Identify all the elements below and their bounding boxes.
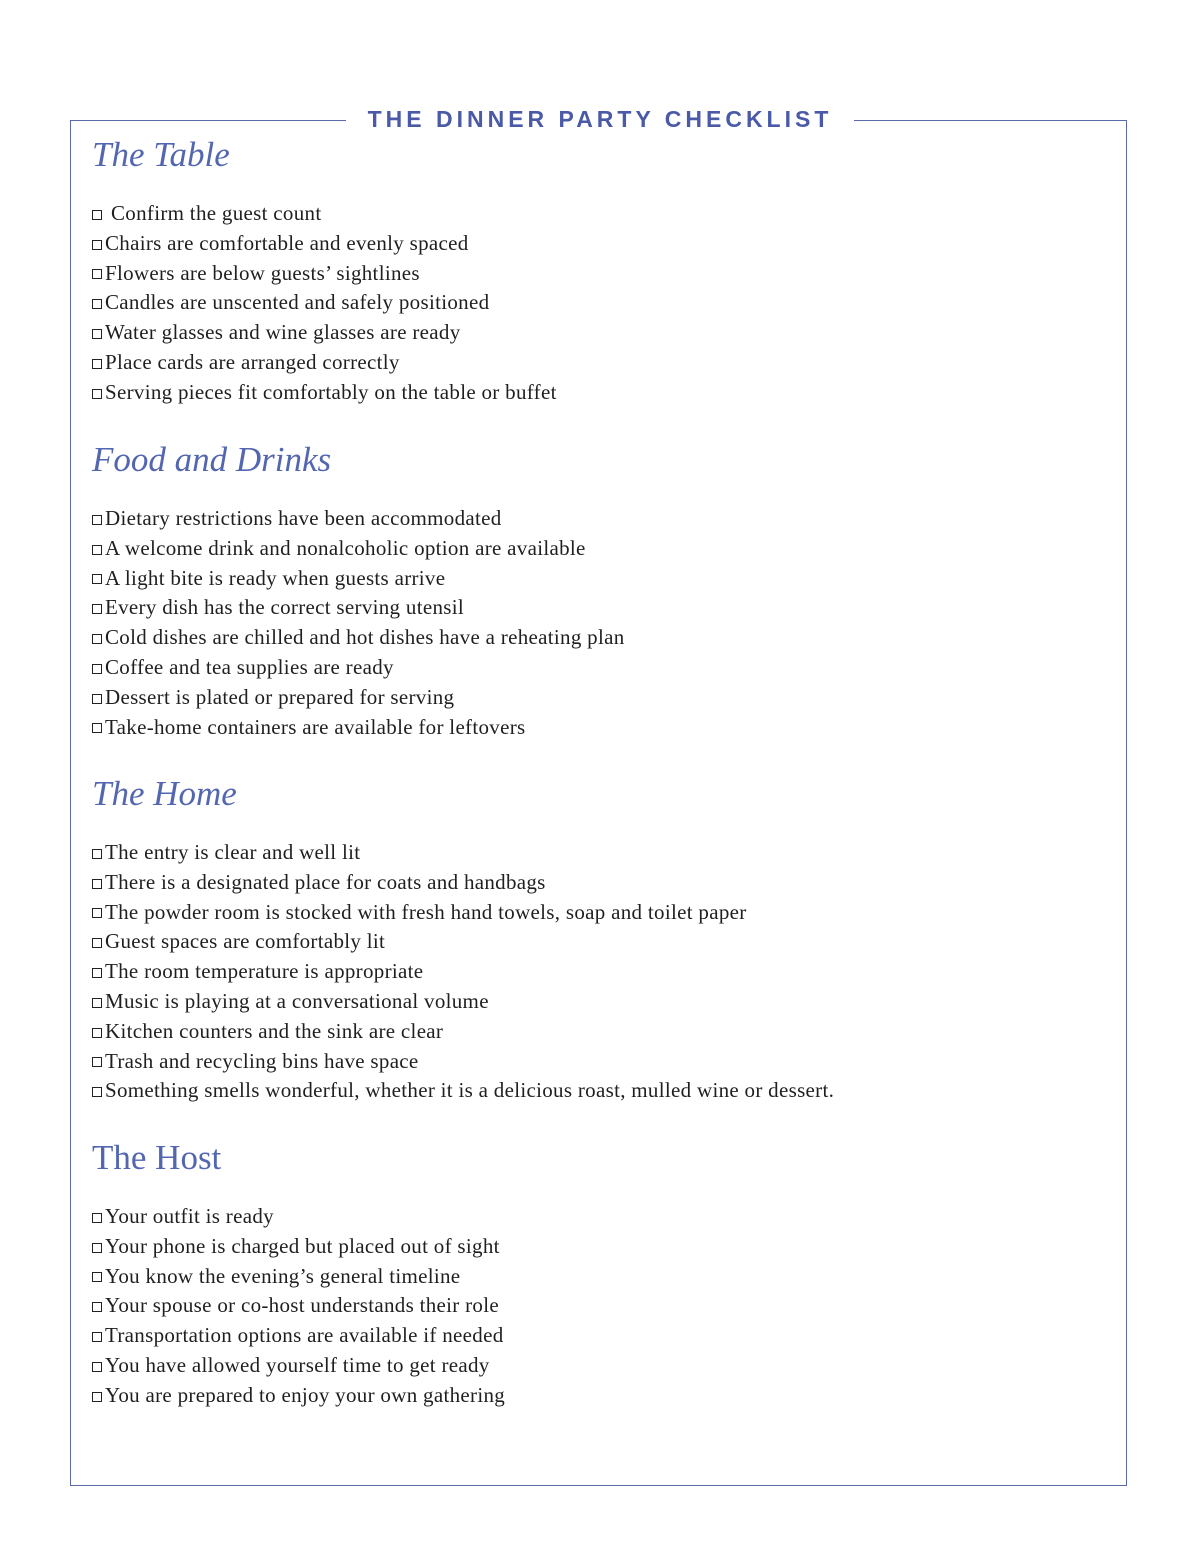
checklist-item	[92, 683, 625, 713]
section-food-and-drinks	[92, 440, 625, 742]
checklist-item	[92, 653, 625, 683]
checkbox-icon[interactable]	[92, 1057, 102, 1067]
checklist-item	[92, 199, 557, 229]
checkbox-icon[interactable]	[92, 694, 102, 704]
checklist-item	[92, 378, 557, 408]
checklist-item-label: You are prepared to enjoy your own gathering	[105, 1382, 506, 1407]
checklist-item	[92, 1202, 505, 1232]
checklist-item	[92, 229, 557, 259]
section-the-host	[92, 1138, 505, 1411]
checkbox-icon[interactable]	[92, 938, 102, 948]
checklist-item-label: Cold dishes are chilled and hot dishes have a reheating plan	[105, 625, 625, 650]
page-title: THE DINNER PARTY CHECKLIST	[346, 102, 855, 136]
checklist-item-label: Your outfit is ready	[105, 1204, 274, 1228]
checklist-item-label: Water glasses and wine glasses are ready	[105, 320, 461, 345]
checklist-item-label: Take-home containers are available for leftovers	[105, 714, 526, 739]
checklist-item	[92, 623, 625, 653]
checkbox-icon[interactable]	[92, 998, 102, 1008]
checkbox-icon[interactable]	[92, 634, 102, 644]
checklist-item	[92, 898, 834, 928]
checklist-item-label: Confirm the guest count	[111, 201, 322, 225]
checkbox-icon[interactable]	[92, 968, 102, 978]
checklist-item	[92, 927, 834, 957]
section-the-table	[92, 135, 557, 408]
checklist-item-label: You know the evening’s general timeline	[105, 1263, 461, 1288]
checklist-item	[92, 957, 834, 987]
checklist-item-label: Kitchen counters and the sink are clear	[105, 1018, 444, 1043]
checkbox-icon[interactable]	[92, 359, 102, 369]
checklist-item	[92, 1351, 505, 1381]
checkbox-icon[interactable]	[92, 574, 102, 584]
checkbox-icon[interactable]	[92, 1272, 102, 1282]
checklist-item-label: Your phone is charged but placed out of sight	[105, 1233, 500, 1258]
checklist-item-label: Candles are unscented and safely positioned	[105, 290, 490, 315]
checklist-item-label: Serving pieces fit comfortably on the table or buffet	[105, 379, 557, 404]
checkbox-icon[interactable]	[92, 515, 102, 525]
checklist-item-label: Something smells wonderful, whether it is a delicious roast, mulled wine or dessert.	[105, 1078, 835, 1103]
section-heading: The Host	[92, 1138, 222, 1177]
checklist-item	[92, 1047, 834, 1077]
checklist-item	[92, 288, 557, 318]
checklist-item-label: Coffee and tea supplies are ready	[105, 654, 394, 679]
checklist-item	[92, 348, 557, 378]
checklist-item-label: Guest spaces are comfortably lit	[105, 929, 386, 954]
checklist-item-label: The entry is clear and well lit	[105, 840, 361, 864]
checklist-item-label: A welcome drink and nonalcoholic option are available	[105, 535, 586, 560]
section-the-home	[92, 774, 834, 1106]
checklist-item	[92, 1381, 505, 1411]
checkbox-icon[interactable]	[92, 664, 102, 674]
checklist-item	[92, 1321, 505, 1351]
checkbox-icon[interactable]	[92, 210, 102, 220]
checklist-item-label: A light bite is ready when guests arrive	[105, 565, 446, 590]
checklist-item-label: The powder room is stocked with fresh hand towels, soap and toilet paper	[105, 899, 747, 924]
checklist-item	[92, 838, 834, 868]
checklist-item	[92, 1017, 834, 1047]
checklist-item	[92, 318, 557, 348]
checkbox-icon[interactable]	[92, 908, 102, 918]
checklist-item	[92, 593, 625, 623]
checklist-item	[92, 259, 557, 289]
checkbox-icon[interactable]	[92, 389, 102, 399]
checkbox-icon[interactable]	[92, 1243, 102, 1253]
checkbox-icon[interactable]	[92, 879, 102, 889]
checklist-item-label: The room temperature is appropriate	[105, 959, 424, 984]
checkbox-icon[interactable]	[92, 240, 102, 250]
checkbox-icon[interactable]	[92, 545, 102, 555]
checkbox-icon[interactable]	[92, 1213, 102, 1223]
checklist-item-label: Flowers are below guests’ sightlines	[105, 260, 420, 285]
checkbox-icon[interactable]	[92, 849, 102, 859]
checklist-item-label: Every dish has the correct serving utensil	[105, 595, 464, 620]
checkbox-icon[interactable]	[92, 723, 102, 733]
checklist-item-label: Trash and recycling bins have space	[105, 1048, 419, 1073]
checkbox-icon[interactable]	[92, 1028, 102, 1038]
checkbox-icon[interactable]	[92, 1392, 102, 1402]
checklist-item	[92, 1076, 834, 1106]
checkbox-icon[interactable]	[92, 329, 102, 339]
checkbox-icon[interactable]	[92, 1362, 102, 1372]
checklist-item	[92, 1262, 505, 1292]
checkbox-icon[interactable]	[92, 299, 102, 309]
checklist-item	[92, 534, 625, 564]
checklist-item-label: Dessert is plated or prepared for serving	[105, 684, 455, 709]
section-heading: Food and Drinks	[92, 440, 332, 479]
checklist-item-label: Your spouse or co-host understands their role	[105, 1293, 499, 1318]
checklist-item	[92, 868, 834, 898]
checklist-item	[92, 1291, 505, 1321]
checklist-item-label: Transportation options are available if needed	[105, 1323, 504, 1348]
checkbox-icon[interactable]	[92, 1332, 102, 1342]
checklist-item	[92, 504, 625, 534]
checklist-item-label: Chairs are comfortable and evenly spaced	[105, 230, 469, 255]
section-heading: The Table	[92, 135, 230, 174]
checklist-item	[92, 1232, 505, 1262]
section-heading: The Home	[92, 774, 237, 813]
checklist-item-label: Place cards are arranged correctly	[105, 349, 400, 374]
checkbox-icon[interactable]	[92, 269, 102, 279]
checklist-item	[92, 564, 625, 594]
checklist-item-label: Music is playing at a conversational volume	[105, 988, 489, 1013]
checkbox-icon[interactable]	[92, 1087, 102, 1097]
checklist-item-label: Dietary restrictions have been accommodated	[105, 506, 502, 530]
checklist-item-label: You have allowed yourself time to get ready	[105, 1352, 490, 1377]
checklist-item	[92, 987, 834, 1017]
checkbox-icon[interactable]	[92, 1302, 102, 1312]
checkbox-icon[interactable]	[92, 604, 102, 614]
checklist-item-label: There is a designated place for coats and handbags	[105, 869, 546, 894]
checklist-item	[92, 713, 625, 743]
